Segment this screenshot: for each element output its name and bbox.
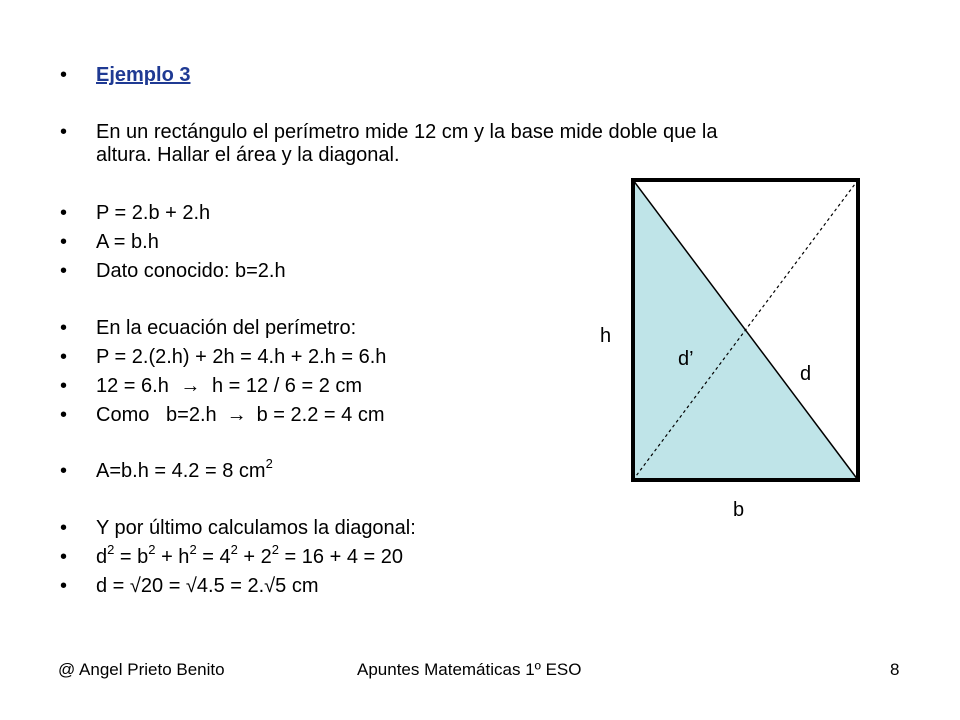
pyth-exp: 2 (107, 542, 115, 558)
implies-arrow-icon: → (180, 375, 201, 397)
bullet: • (60, 517, 68, 539)
diagonal-intro: Y por último calculamos la diagonal: (96, 517, 416, 539)
implies-arrow-icon: → (226, 404, 247, 426)
label-d-prime: d’ (678, 348, 694, 370)
bullet: • (60, 317, 68, 339)
bullet: • (60, 346, 68, 368)
pyth-exp: 2 (189, 542, 197, 558)
bullet: • (60, 546, 68, 568)
bullet: • (60, 202, 68, 224)
area-result-text: A=b.h = 4.2 = 8 cm (96, 460, 266, 482)
area-unit-exponent: 2 (265, 456, 273, 472)
bullet: • (60, 231, 68, 253)
pyth-exp: 2 (271, 542, 279, 558)
bullet: • (60, 121, 68, 143)
pyth-part: = 4 (196, 546, 231, 568)
footer-page-number: 8 (890, 660, 900, 679)
perimeter-substitution: P = 2.(2.h) + 2h = 4.h + 2.h = 6.h (96, 346, 387, 368)
label-b: b (733, 499, 745, 521)
area-formula: A = b.h (96, 231, 159, 253)
bullet: • (60, 375, 68, 397)
perimeter-intro: En la ecuación del perímetro: (96, 317, 357, 339)
bullet: • (60, 460, 68, 482)
diagonal-result: d = √20 = √4.5 = 2.√5 cm (96, 575, 319, 597)
perimeter-formula: P = 2.b + 2.h (96, 202, 211, 224)
label-h: h (600, 325, 612, 347)
known-data: Dato conocido: b=2.h (96, 260, 286, 282)
height-equation: 12 = 6.h (96, 375, 169, 397)
bullet: • (60, 260, 68, 282)
pyth-part: = b (114, 546, 149, 568)
pyth-part: + h (155, 546, 190, 568)
slide-title: Ejemplo 3 (96, 64, 191, 86)
label-d: d (800, 363, 812, 385)
pyth-exp: 2 (230, 542, 238, 558)
bullet: • (60, 404, 68, 426)
pyth-part: = 16 + 4 = 20 (278, 546, 403, 568)
pyth-d: d (96, 546, 108, 568)
bullet: • (60, 64, 68, 86)
bullet: • (60, 575, 68, 597)
base-equation: Como b=2.h (96, 404, 217, 426)
problem-statement-line2: altura. Hallar el área y la diagonal. (96, 144, 400, 166)
footer-course: Apuntes Matemáticas 1º ESO (357, 660, 582, 679)
footer-author: @ Angel Prieto Benito (58, 660, 225, 679)
pyth-part: + 2 (237, 546, 272, 568)
height-result: h = 12 / 6 = 2 cm (211, 375, 363, 397)
problem-statement-line1: En un rectángulo el perímetro mide 12 cm y la base mide doble que la (96, 121, 718, 143)
pyth-exp: 2 (148, 542, 156, 558)
base-result: b = 2.2 = 4 cm (256, 404, 385, 426)
